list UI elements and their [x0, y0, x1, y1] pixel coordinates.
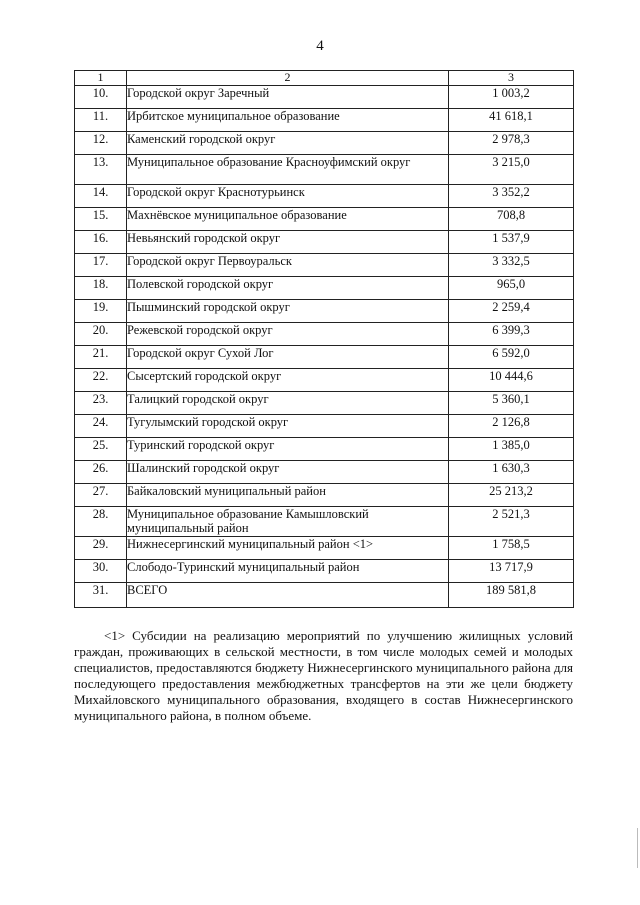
subsidy-table [74, 70, 574, 608]
table-row [75, 300, 574, 323]
table-row [75, 277, 574, 300]
row-number: 15. [75, 208, 127, 231]
row-municipality-name: Махнёвское муниципальное образование [127, 208, 449, 231]
row-number: 19. [75, 300, 127, 323]
row-municipality-name: Тугулымский городской округ [127, 415, 449, 438]
table-row [75, 537, 574, 560]
row-number: 20. [75, 323, 127, 346]
table-row [75, 185, 574, 208]
row-municipality-name: Сысертский городской округ [127, 369, 449, 392]
row-number: 13. [75, 155, 127, 185]
row-subsidy-amount: 1 537,9 [449, 231, 574, 254]
footnote [74, 628, 573, 724]
table-row [75, 323, 574, 346]
row-number: 17. [75, 254, 127, 277]
row-subsidy-amount: 708,8 [449, 208, 574, 231]
table-row [75, 231, 574, 254]
row-municipality-name: Невьянский городской округ [127, 231, 449, 254]
table-row [75, 583, 574, 608]
row-municipality-name: Слободо-Туринский муниципальный район [127, 560, 449, 583]
row-subsidy-amount: 2 521,3 [449, 507, 574, 537]
header-col-3: 3 [449, 71, 574, 86]
row-subsidy-amount: 189 581,8 [449, 583, 574, 608]
row-number: 28. [75, 507, 127, 537]
row-subsidy-amount: 13 717,9 [449, 560, 574, 583]
row-municipality-name: Нижнесергинский муниципальный район <1> [127, 537, 449, 560]
row-municipality-name: Режевской городской округ [127, 323, 449, 346]
row-subsidy-amount: 3 332,5 [449, 254, 574, 277]
row-number: 31. [75, 583, 127, 608]
row-number: 14. [75, 185, 127, 208]
table-row [75, 208, 574, 231]
row-number: 10. [75, 86, 127, 109]
row-subsidy-amount: 1 630,3 [449, 461, 574, 484]
row-number: 29. [75, 537, 127, 560]
table-row [75, 86, 574, 109]
row-subsidy-amount: 6 592,0 [449, 346, 574, 369]
row-municipality-name: Пышминский городской округ [127, 300, 449, 323]
row-number: 30. [75, 560, 127, 583]
row-municipality-name: Городской округ Краснотурьинск [127, 185, 449, 208]
row-subsidy-amount: 2 126,8 [449, 415, 574, 438]
row-subsidy-amount: 1 003,2 [449, 86, 574, 109]
row-municipality-name: Каменский городской округ [127, 132, 449, 155]
row-subsidy-amount: 2 978,3 [449, 132, 574, 155]
footnote-text: <1> Субсидии на реализацию мероприятий по улучшению жилищных условий граждан, проживающих в сельской местности, в том числе молодых семей и молодых специалистов, предоставляются бюджету Нижнесергинского муниципального района для последующего предоставления межбюджетных трансфертов на эти же цели бюджету Михайловского муниципального образования, входящего в состав Нижнесергинского муниципального района, в полном объеме. [74, 628, 573, 723]
row-subsidy-amount: 10 444,6 [449, 369, 574, 392]
row-municipality-name: Городской округ Сухой Лог [127, 346, 449, 369]
row-number: 27. [75, 484, 127, 507]
row-municipality-name: Байкаловский муниципальный район [127, 484, 449, 507]
table-row [75, 392, 574, 415]
row-subsidy-amount: 6 399,3 [449, 323, 574, 346]
row-number: 24. [75, 415, 127, 438]
table-row [75, 484, 574, 507]
row-subsidy-amount: 5 360,1 [449, 392, 574, 415]
row-number: 16. [75, 231, 127, 254]
header-col-1: 1 [75, 71, 127, 86]
table-row [75, 461, 574, 484]
row-subsidy-amount: 25 213,2 [449, 484, 574, 507]
row-municipality-name: Шалинский городской округ [127, 461, 449, 484]
row-municipality-name: Ирбитское муниципальное образование [127, 109, 449, 132]
table-row [75, 369, 574, 392]
row-subsidy-amount: 2 259,4 [449, 300, 574, 323]
row-subsidy-amount: 41 618,1 [449, 109, 574, 132]
row-municipality-name: Городской округ Первоуральск [127, 254, 449, 277]
scan-edge-mark [637, 828, 638, 868]
table-row [75, 109, 574, 132]
table-row [75, 415, 574, 438]
table-row [75, 155, 574, 185]
header-col-2: 2 [127, 71, 449, 86]
row-number: 23. [75, 392, 127, 415]
row-number: 25. [75, 438, 127, 461]
row-municipality-name: ВСЕГО [127, 583, 449, 608]
row-municipality-name: Городской округ Заречный [127, 86, 449, 109]
table-header-row [75, 71, 574, 86]
row-number: 18. [75, 277, 127, 300]
table-row [75, 560, 574, 583]
row-municipality-name: Муниципальное образование Красноуфимский округ [127, 155, 449, 185]
row-number: 26. [75, 461, 127, 484]
table-row [75, 438, 574, 461]
table-row [75, 346, 574, 369]
row-number: 11. [75, 109, 127, 132]
row-subsidy-amount: 3 215,0 [449, 155, 574, 185]
table-row [75, 254, 574, 277]
row-subsidy-amount: 1 385,0 [449, 438, 574, 461]
row-subsidy-amount: 1 758,5 [449, 537, 574, 560]
row-municipality-name: Муниципальное образование Камышловский муниципальный район [127, 507, 449, 537]
row-number: 21. [75, 346, 127, 369]
row-municipality-name: Туринский городской округ [127, 438, 449, 461]
row-subsidy-amount: 3 352,2 [449, 185, 574, 208]
row-municipality-name: Талицкий городской округ [127, 392, 449, 415]
row-subsidy-amount: 965,0 [449, 277, 574, 300]
table-row [75, 132, 574, 155]
row-municipality-name: Полевской городской округ [127, 277, 449, 300]
row-number: 22. [75, 369, 127, 392]
table-row [75, 507, 574, 537]
row-number: 12. [75, 132, 127, 155]
page-number: 4 [316, 38, 324, 54]
